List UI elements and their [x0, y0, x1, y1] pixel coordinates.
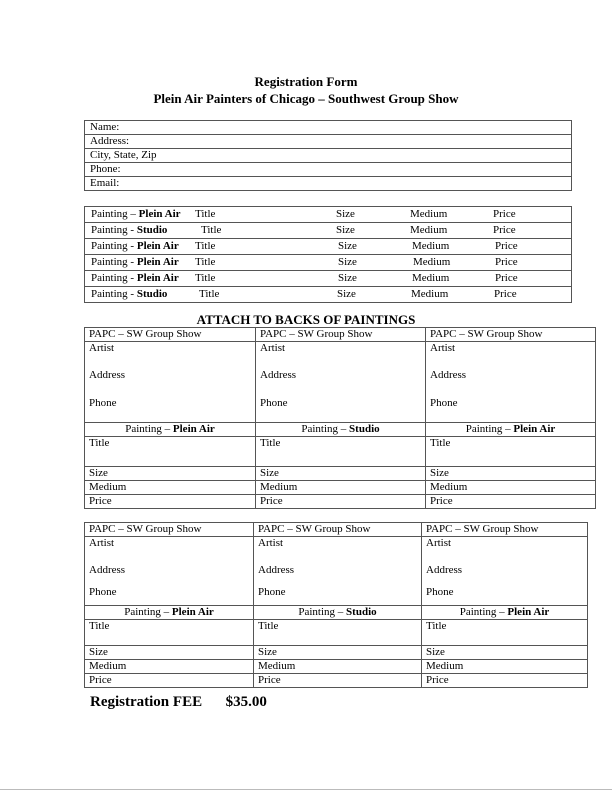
painting-size[interactable]: Size	[336, 224, 355, 236]
label-type: Studio	[346, 606, 377, 618]
label-title[interactable]: Title	[426, 437, 596, 467]
painting-size[interactable]: Size	[336, 208, 355, 220]
painting-type: Studio	[136, 288, 168, 300]
painting-size[interactable]: Size	[337, 288, 356, 300]
label-size[interactable]: Size	[85, 467, 256, 481]
attach-heading: ATTACH TO BACKS OF PAINTINGS	[196, 312, 416, 327]
page-bottom-edge	[0, 789, 612, 790]
painting-row	[85, 287, 572, 303]
label-artist: Artist	[89, 342, 115, 354]
painting-size[interactable]: Size	[338, 256, 357, 268]
label-price[interactable]: Price	[85, 495, 256, 509]
label-medium[interactable]: Medium	[422, 660, 588, 674]
label-price[interactable]: Price	[85, 674, 254, 688]
label-medium[interactable]: Medium	[256, 481, 426, 495]
form-title: Registration Form	[254, 74, 358, 89]
painting-price[interactable]: Price	[495, 240, 518, 252]
name-field[interactable]: Name:	[85, 121, 572, 135]
label-painting-type	[256, 423, 426, 437]
label-phone: Phone	[260, 397, 288, 409]
painting-row	[85, 239, 572, 255]
label-artist: Artist	[430, 342, 456, 354]
label-artist: Artist	[260, 342, 286, 354]
painting-price[interactable]: Price	[494, 288, 517, 300]
label-address: Address	[260, 369, 297, 381]
painting-prefix: Painting -	[91, 272, 137, 284]
registration-fee	[90, 694, 267, 711]
label-type: Studio	[349, 423, 380, 435]
painting-prefix: Painting -	[91, 288, 137, 300]
painting-row	[85, 271, 572, 287]
painting-price[interactable]: Price	[495, 256, 518, 268]
painting-type: Plein Air	[138, 208, 181, 220]
painting-type: Plein Air	[136, 256, 179, 268]
label-medium[interactable]: Medium	[85, 481, 256, 495]
city-state-zip-field[interactable]: City, State, Zip	[85, 149, 572, 163]
label-price[interactable]: Price	[256, 495, 426, 509]
label-price[interactable]: Price	[254, 674, 422, 688]
painting-medium[interactable]: Medium	[413, 256, 451, 268]
label-type: Plein Air	[507, 606, 550, 618]
label-address: Address	[430, 369, 467, 381]
label-size[interactable]: Size	[426, 467, 596, 481]
label-price[interactable]: Price	[426, 495, 596, 509]
painting-row	[85, 223, 572, 239]
form-subtitle: Plein Air Painters of Chicago – Southwest Group Show	[153, 91, 459, 106]
label-artist-block[interactable]	[256, 342, 426, 423]
painting-medium[interactable]: Medium	[410, 224, 448, 236]
label-price[interactable]: Price	[422, 674, 588, 688]
label-painting-prefix: Painting –	[465, 423, 514, 435]
phone-field[interactable]: Phone:	[85, 163, 572, 177]
label-painting-type	[85, 606, 254, 620]
painting-title[interactable]: Title	[195, 208, 216, 220]
painting-prefix: Painting –	[91, 208, 139, 220]
labels-table-1	[84, 327, 596, 509]
painting-row	[85, 255, 572, 271]
label-artist-block[interactable]	[85, 537, 254, 606]
label-artist: Artist	[426, 537, 452, 549]
label-medium[interactable]: Medium	[85, 660, 254, 674]
painting-medium[interactable]: Medium	[412, 272, 450, 284]
painting-size[interactable]: Size	[338, 272, 357, 284]
fee-amount: $35.00	[225, 694, 267, 710]
painting-title[interactable]: Title	[199, 288, 220, 300]
label-address: Address	[89, 369, 126, 381]
label-artist: Artist	[89, 537, 115, 549]
painting-medium[interactable]: Medium	[411, 288, 449, 300]
label-artist-block[interactable]	[254, 537, 422, 606]
label-size[interactable]: Size	[422, 646, 588, 660]
painting-title[interactable]: Title	[195, 256, 216, 268]
label-phone: Phone	[258, 586, 286, 598]
label-phone: Phone	[89, 586, 117, 598]
painting-type: Plein Air	[136, 240, 179, 252]
label-show: PAPC – SW Group Show	[85, 523, 254, 537]
label-type: Plein Air	[171, 606, 214, 618]
label-painting-prefix: Painting –	[459, 606, 508, 618]
label-show: PAPC – SW Group Show	[85, 328, 256, 342]
label-phone: Phone	[89, 397, 117, 409]
label-artist-block[interactable]	[85, 342, 256, 423]
painting-type: Plein Air	[136, 272, 179, 284]
label-painting-prefix: Painting –	[298, 606, 347, 618]
label-medium[interactable]: Medium	[254, 660, 422, 674]
labels-table-2	[84, 522, 588, 688]
address-field[interactable]: Address:	[85, 135, 572, 149]
label-painting-type	[426, 423, 596, 437]
label-painting-prefix: Painting –	[124, 606, 172, 618]
label-type: Plein Air	[513, 423, 556, 435]
label-artist-block[interactable]	[426, 342, 596, 423]
painting-title[interactable]: Title	[201, 224, 222, 236]
label-show: PAPC – SW Group Show	[422, 523, 588, 537]
label-address: Address	[426, 564, 463, 576]
painting-prefix: Painting -	[91, 240, 137, 252]
label-painting-prefix: Painting –	[125, 423, 173, 435]
fee-label: Registration FEE	[90, 694, 203, 710]
painting-row	[85, 207, 572, 223]
label-title[interactable]: Title	[422, 620, 588, 646]
label-show: PAPC – SW Group Show	[256, 328, 426, 342]
painting-prefix: Painting -	[91, 224, 137, 236]
painting-price[interactable]: Price	[493, 208, 516, 220]
label-phone: Phone	[430, 397, 458, 409]
painting-title[interactable]: Title	[195, 240, 216, 252]
label-size[interactable]: Size	[254, 646, 422, 660]
label-address: Address	[89, 564, 126, 576]
label-title[interactable]: Title	[256, 437, 426, 467]
painting-price[interactable]: Price	[493, 224, 516, 236]
label-medium[interactable]: Medium	[426, 481, 596, 495]
label-phone: Phone	[426, 586, 454, 598]
label-size[interactable]: Size	[256, 467, 426, 481]
label-painting-prefix: Painting –	[301, 423, 350, 435]
label-address: Address	[258, 564, 295, 576]
label-artist: Artist	[258, 537, 284, 549]
label-title[interactable]: Title	[254, 620, 422, 646]
painting-type: Studio	[136, 224, 168, 236]
email-field[interactable]: Email:	[85, 177, 572, 191]
label-title[interactable]: Title	[85, 437, 256, 467]
painting-medium[interactable]: Medium	[410, 208, 448, 220]
label-painting-type	[254, 606, 422, 620]
label-show: PAPC – SW Group Show	[254, 523, 422, 537]
paintings-table	[84, 206, 572, 303]
painting-medium[interactable]: Medium	[412, 240, 450, 252]
label-show: PAPC – SW Group Show	[426, 328, 596, 342]
painting-title[interactable]: Title	[195, 272, 216, 284]
contact-info-table	[84, 120, 572, 191]
label-artist-block[interactable]	[422, 537, 588, 606]
label-size[interactable]: Size	[85, 646, 254, 660]
label-painting-type	[85, 423, 256, 437]
label-painting-type	[422, 606, 588, 620]
label-title[interactable]: Title	[85, 620, 254, 646]
painting-prefix: Painting -	[91, 256, 137, 268]
painting-price[interactable]: Price	[495, 272, 518, 284]
painting-size[interactable]: Size	[338, 240, 357, 252]
label-type: Plein Air	[172, 423, 215, 435]
